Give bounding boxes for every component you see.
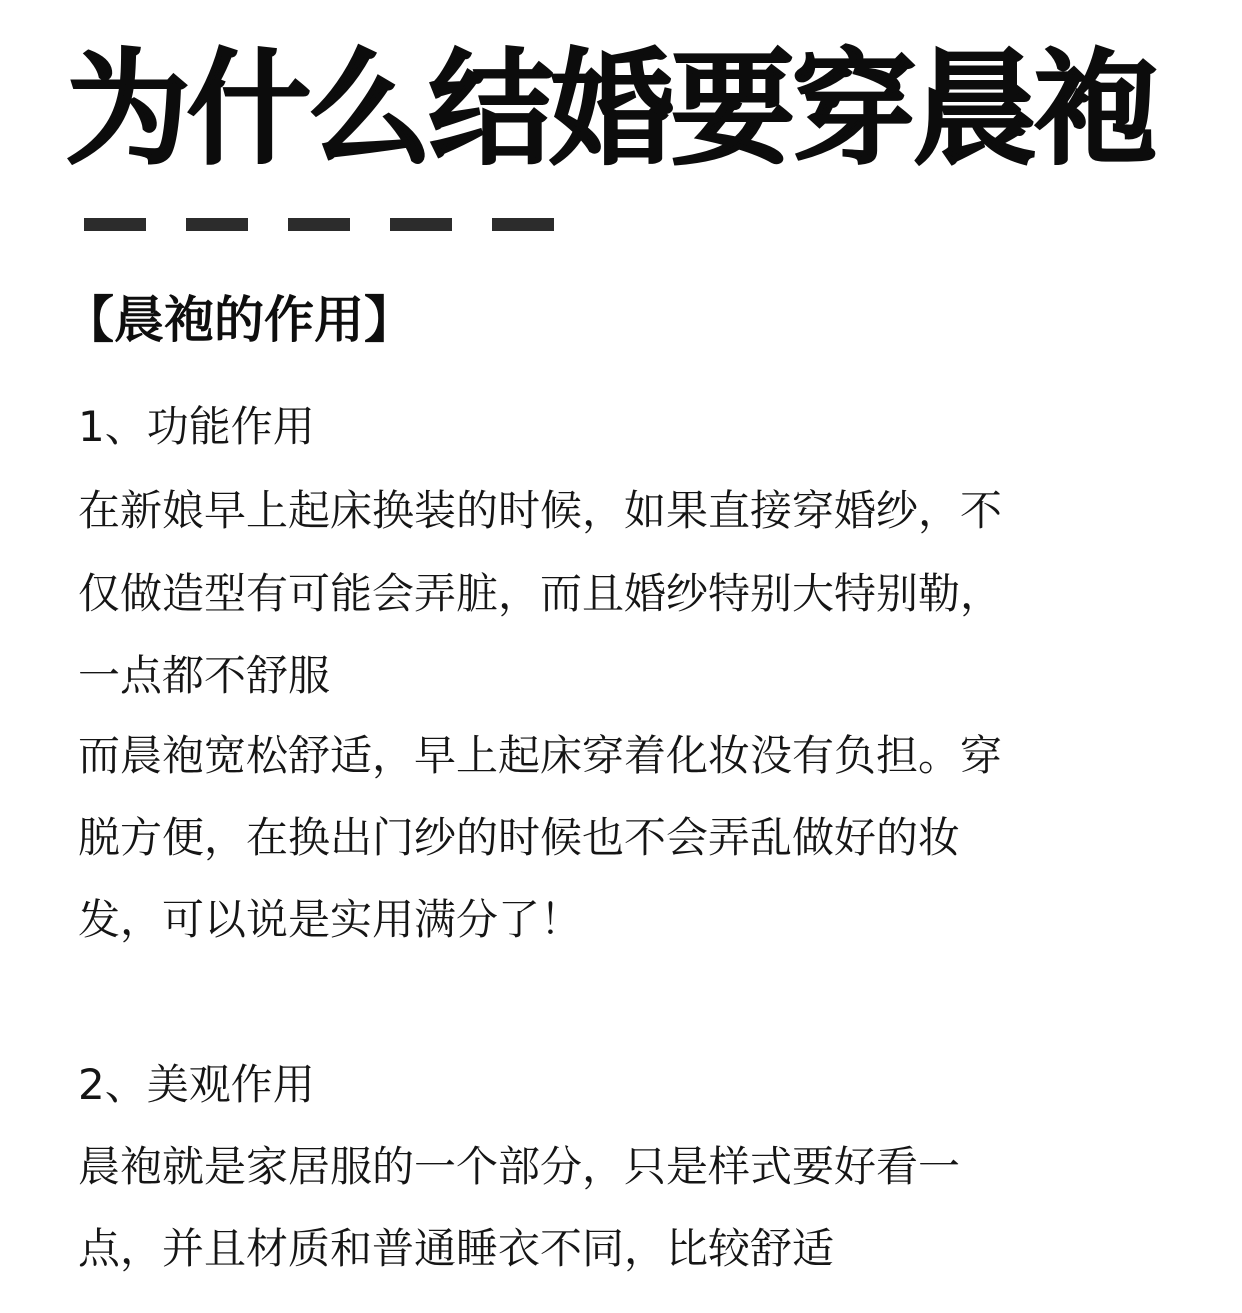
body-line: 仅做造型有可能会弄脏，而且婚纱特别大特别勒， (78, 569, 1003, 618)
item-heading-function: 1、功能作用 (78, 402, 315, 451)
section-heading: 【晨袍的作用】 (64, 291, 414, 349)
item-heading-appearance: 2、美观作用 (78, 1060, 315, 1109)
divider-dash (186, 218, 248, 231)
body-line: 一点都不舒服 (78, 651, 331, 700)
page-title: 为什么结婚要穿晨袍 (66, 38, 1156, 182)
divider-dash (492, 218, 554, 231)
dashed-divider (84, 218, 554, 232)
divider-dash (84, 218, 146, 231)
divider-dash (390, 218, 452, 231)
body-line: 晨袍就是家居服的一个部分，只是样式要好看一 (78, 1142, 961, 1191)
divider-dash (288, 218, 350, 231)
body-line: 点，并且材质和普通睡衣不同，比较舒适 (78, 1224, 835, 1273)
body-line: 脱方便，在换出门纱的时候也不会弄乱做好的妆 (78, 813, 961, 862)
body-line: 发，可以说是实用满分了！ (78, 895, 583, 944)
body-line: 在新娘早上起床换装的时候，如果直接穿婚纱，不 (78, 486, 1003, 535)
body-line: 而晨袍宽松舒适，早上起床穿着化妆没有负担。穿 (78, 731, 1003, 780)
